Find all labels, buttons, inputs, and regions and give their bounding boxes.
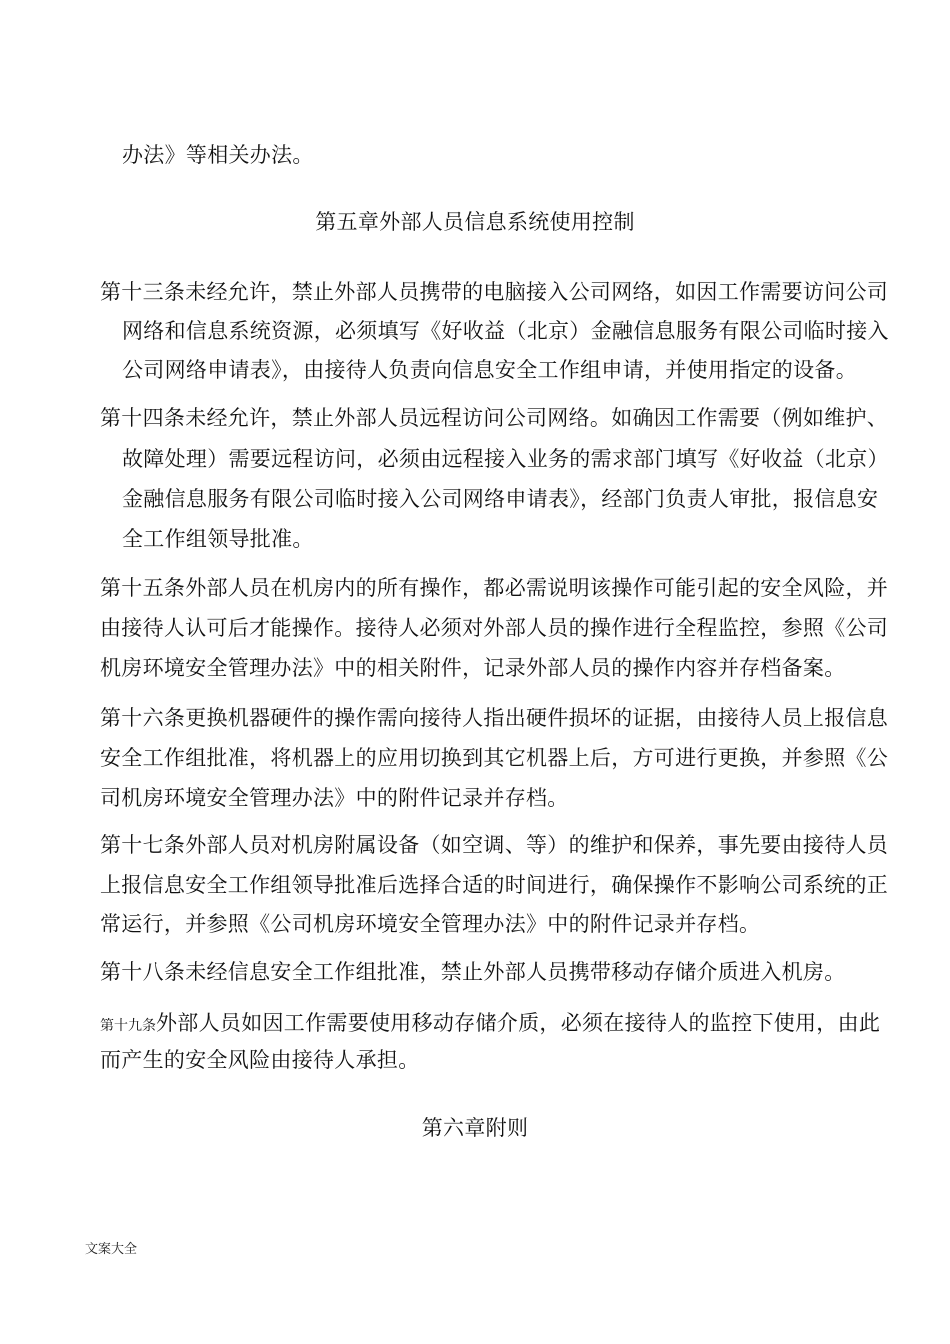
article19-line-1 xyxy=(100,1009,880,1040)
article17-line-3: 常运行，并参照《公司机房环境安全管理办法》中的附件记录并存档。 xyxy=(100,912,761,936)
article14-line-1: 第十四条未经允许，禁止外部人员远程访问公司网络。如确因工作需要（例如维护、 xyxy=(100,406,889,430)
article15-line-1: 第十五条外部人员在机房内的所有操作，都必需说明该操作可能引起的安全风险，并 xyxy=(100,576,889,600)
article13-line-2: 网络和信息系统资源，必须填写《好收益（北京）金融信息服务有限公司临时接入 xyxy=(122,319,889,343)
article19-lead: 第十九条 xyxy=(100,1018,156,1034)
article14-line-3: 金融信息服务有限公司临时接入公司网络申请表》，经部门负责人审批，报信息安 xyxy=(122,487,879,511)
article14-line-2: 故障处理）需要远程访问，必须由远程接入业务的需求部门填写《好收益（北京） xyxy=(122,447,889,471)
article19-line-1-text: 外部人员如因工作需要使用移动存储介质，必须在接待人的监控下使用，由此 xyxy=(156,1011,881,1035)
chapter5-heading: 第五章外部人员信息系统使用控制 xyxy=(315,210,635,234)
article15-line-2: 由接待人认可后才能操作。接待人必须对外部人员的操作进行全程监控，参照《公司 xyxy=(100,616,889,640)
article18-line-1: 第十八条未经信息安全工作组批准，禁止外部人员携带移动存储介质进入机房。 xyxy=(100,960,846,984)
chapter6-heading: 第六章附则 xyxy=(421,1116,529,1140)
article16-line-3: 司机房环境安全管理办法》中的附件记录并存档。 xyxy=(100,786,569,810)
footer-text: 文案大全 xyxy=(85,1242,138,1257)
article19-line-2: 而产生的安全风险由接待人承担。 xyxy=(100,1048,420,1072)
continued-paragraph-line: 办法》等相关办法。 xyxy=(122,143,314,167)
article16-line-2: 安全工作组批准，将机器上的应用切换到其它机器上后，方可进行更换，并参照《公 xyxy=(100,746,889,770)
article14-line-4: 全工作组领导批准。 xyxy=(122,527,314,551)
article15-line-3: 机房环境安全管理办法》中的相关附件，记录外部人员的操作内容并存档备案。 xyxy=(100,656,846,680)
article17-line-2: 上报信息安全工作组领导批准后选择合适的时间进行，确保操作不影响公司系统的正 xyxy=(100,873,889,897)
article13-line-1: 第十三条未经允许，禁止外部人员携带的电脑接入公司网络，如因工作需要访问公司 xyxy=(100,280,889,304)
article17-line-1: 第十七条外部人员对机房附属设备（如空调、等）的维护和保养，事先要由接待人员 xyxy=(100,833,889,857)
article16-line-1: 第十六条更换机器硬件的操作需向接待人指出硬件损坏的证据，由接待人员上报信息 xyxy=(100,706,889,730)
article13-line-3: 公司网络申请表》，由接待人负责向信息安全工作组申请，并使用指定的设备。 xyxy=(122,358,857,382)
